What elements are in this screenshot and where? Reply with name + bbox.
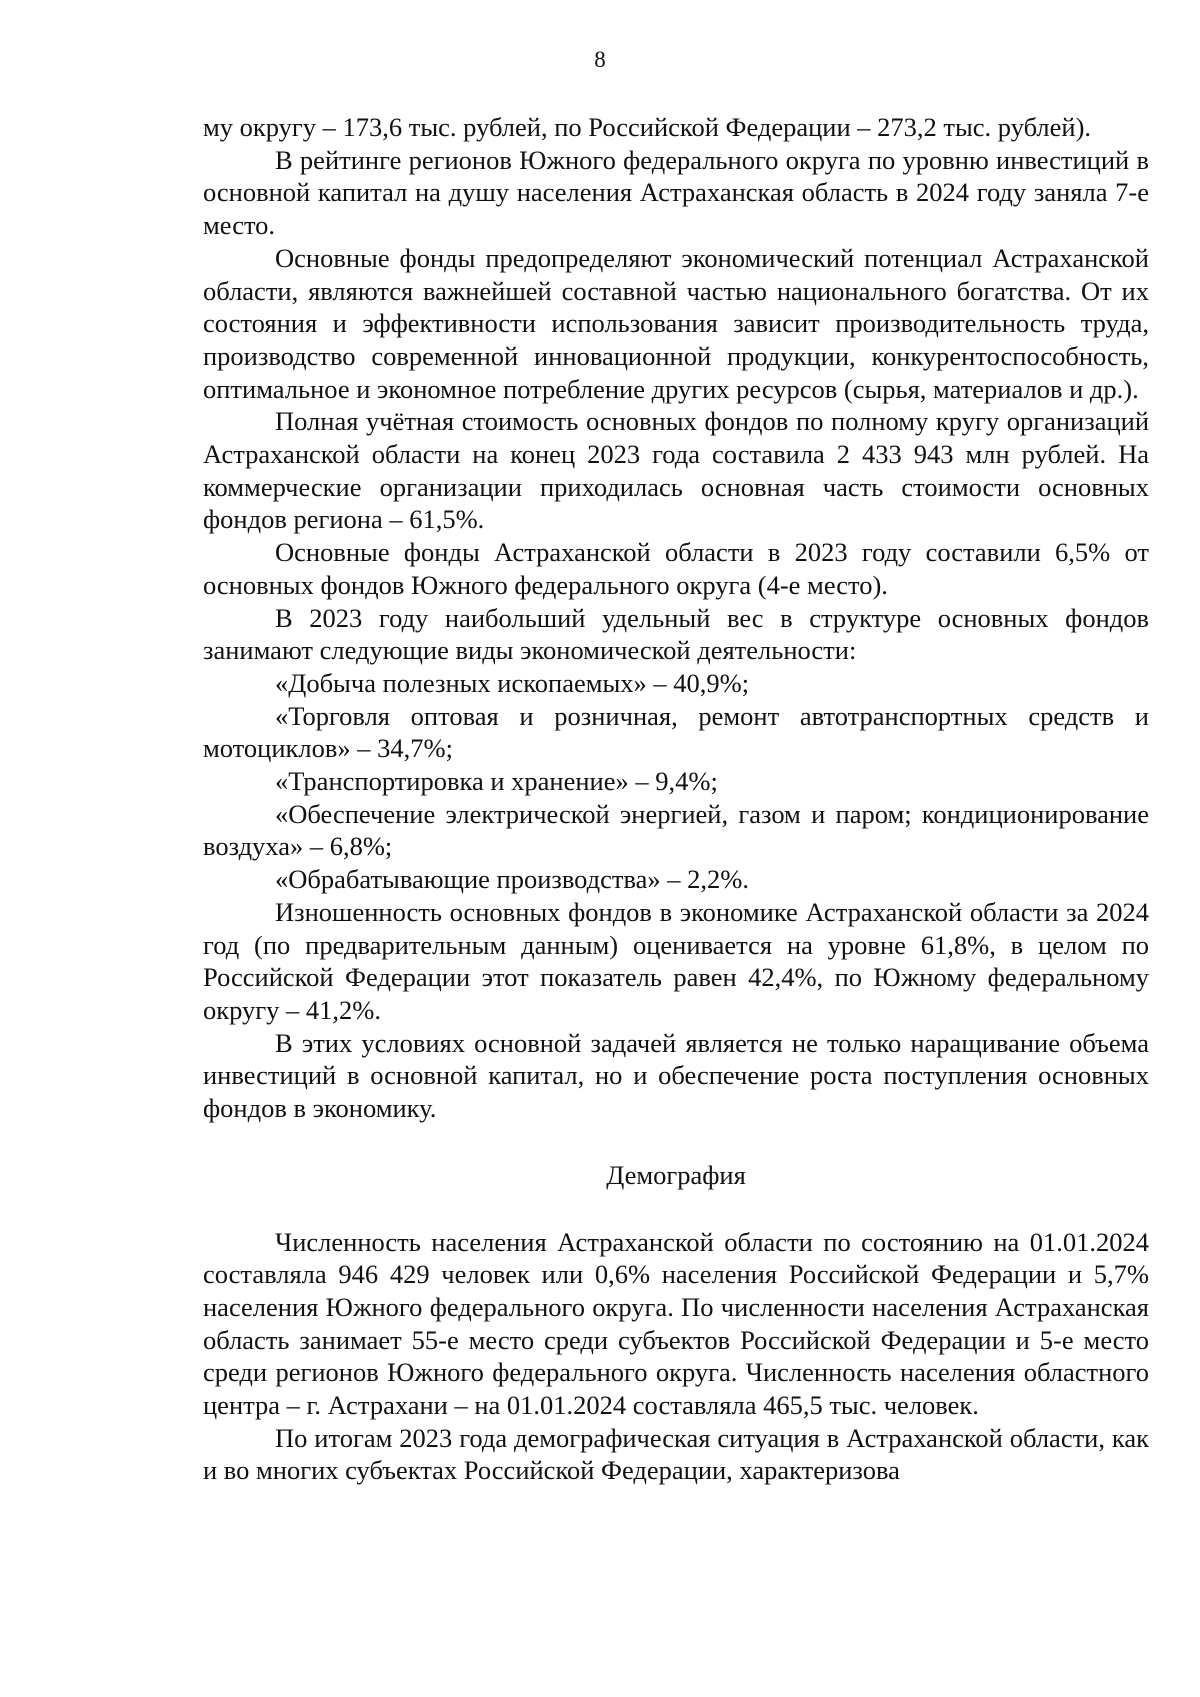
paragraph: В 2023 году наибольший удельный вес в структуре основных фондов занимают следующие виды экономической деятельности: xyxy=(203,602,1149,666)
paragraph: По итогам 2023 года демографическая ситуация в Астраханской области, как и во многих субъектах Российской Федерации, характеризова xyxy=(203,1422,1149,1486)
section-heading: Демография xyxy=(606,1159,746,1190)
list-item: «Торговля оптовая и розничная, ремонт автотранспортных средств и мотоциклов» – 34,7%; xyxy=(203,700,1149,764)
paragraph: Изношенность основных фондов в экономике Астраханской области за 2024 год (по предварительным данным) оценивается на уровне 61,8%, в целом по Российской Федерации этот показатель равен 42,4%, по Южному федеральному округу – 41,2%. xyxy=(203,896,1149,1025)
list-item: «Транспортировка и хранение» – 9,4%; xyxy=(275,766,718,797)
paragraph: Основные фонды Астраханской области в 2023 году составили 6,5% от основных фондов Южного федерального округа (4-е место). xyxy=(203,537,1149,600)
paragraph: Численность населения Астраханской области по состоянию на 01.01.2024 составляла 946 429 человек или 0,6% населения Российской Федерации и 5,7% населения Южного федерального округа. По численности населения Астраханская область занимает 55-е место среди субъектов Российской Федерации и 5-е место среди регионов Южного федерального округа. Численность населения областного центра – г. Астрахани – на 01.01.2024 составляла 465,5 тыс. человек. xyxy=(203,1226,1149,1421)
document-body xyxy=(203,111,1149,1487)
list-item: «Обеспечение электрической энергией, газом и паром; кондиционирование воздуха» – 6,8%; xyxy=(203,798,1149,862)
paragraph: В этих условиях основной задачей является не только наращивание объема инвестиций в основной капитал, но и обеспечение роста поступления основных фондов в экономику. xyxy=(203,1027,1149,1124)
paragraph: Полная учётная стоимость основных фондов по полному кругу организаций Астраханской области на конец 2023 года составила 2 433 943 млн рублей. На коммерческие организации приходилась основная часть стоимости основных фондов региона – 61,5%. xyxy=(203,406,1149,535)
paragraph: Основные фонды предопределяют экономический потенциал Астраханской области, являются важнейшей составной частью национального богатства. От их состояния и эффективности использования зависит производительность труда, производство современной инновационной продукции, конкурентоспособность, оптимальное и экономное потребление других ресурсов (сырья, материалов и др.). xyxy=(203,242,1149,404)
page-number: 8 xyxy=(594,47,606,72)
paragraph: В рейтинге регионов Южного федерального округа по уровню инвестиций в основной капитал на душу населения Астраханская область в 2024 году заняла 7-е место. xyxy=(203,144,1149,241)
list-item: «Обрабатывающие производства» – 2,2%. xyxy=(275,864,749,895)
paragraph: му округу – 173,6 тыс. рублей, по Российской Федерации – 273,2 тыс. рублей). xyxy=(203,112,1092,142)
list-item: «Добыча полезных ископаемых» – 40,9%; xyxy=(275,667,750,698)
